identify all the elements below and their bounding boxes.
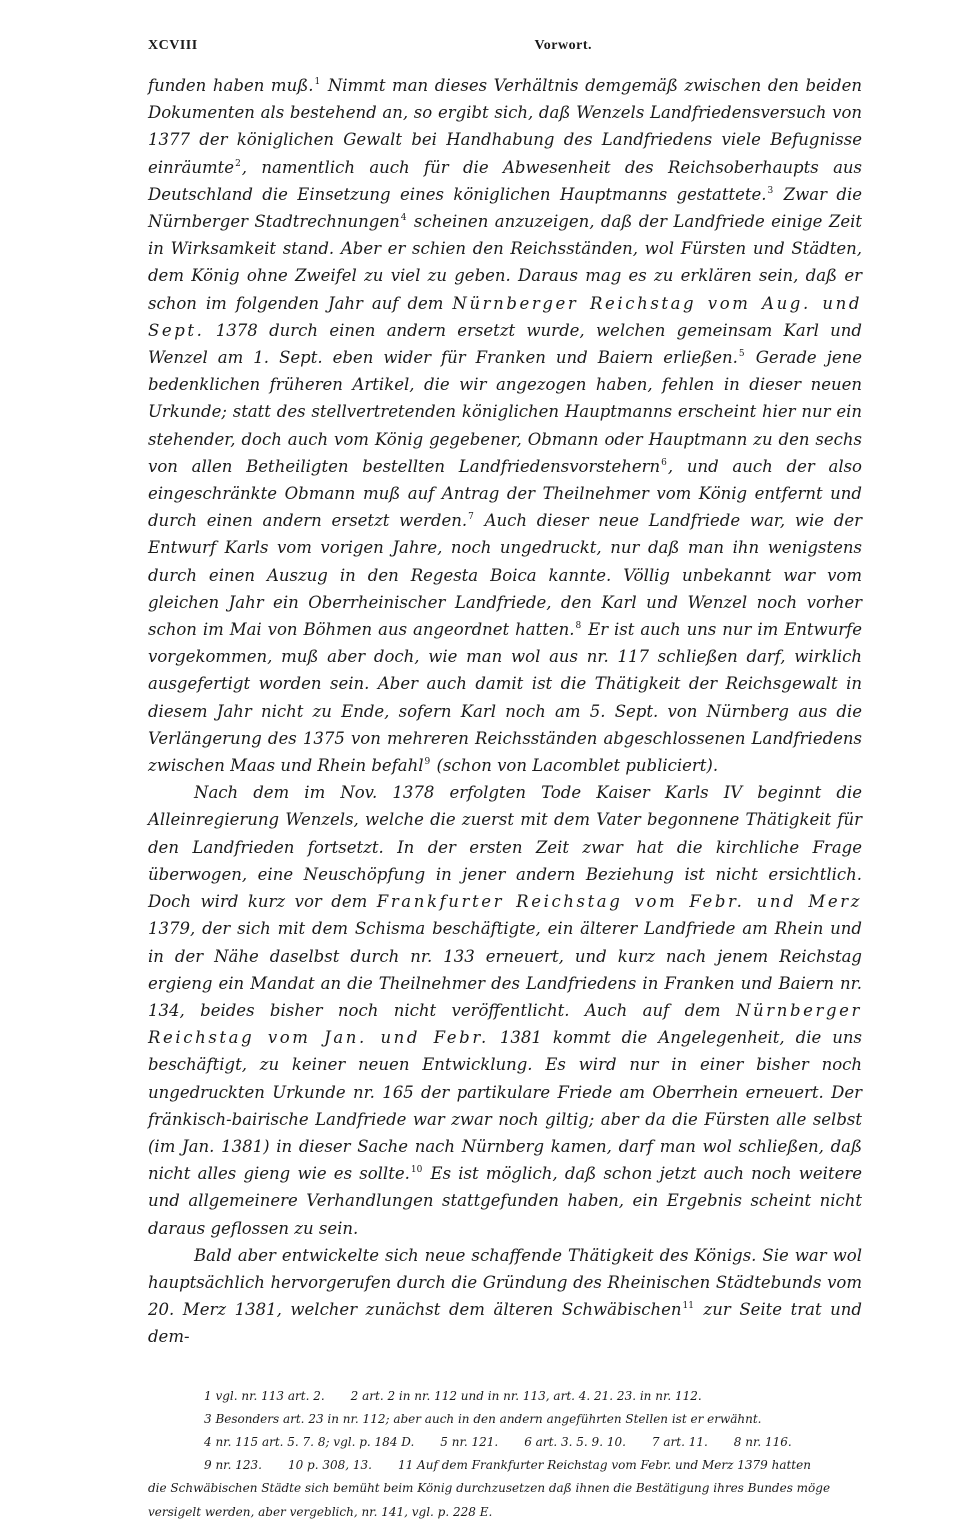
footnote: 8 nr. 116. [733, 1434, 792, 1449]
text-run: Gerade jene bedenklichen früheren Artikel, die wir angezogen haben, fehlen in dieser neuen Urkunde; statt des stellvertretenden königlichen Hauptmanns erscheint hier nur ein stehender, doch auch vom König gegebener, Obmann oder Hauptmann zu den sechs von allen Betheiligten bestellten Landfriedensvorstehern [148, 348, 862, 476]
footnote: 7 art. 11. [651, 1434, 708, 1449]
text-run: , namentlich auch für die Abwesenheit des Reichsoberhaupts aus Deutschland die Einsetzung eines königlichen Hauptmanns gestattete. [148, 157, 862, 204]
running-header [148, 38, 862, 54]
footnote-line [148, 1431, 862, 1454]
footnote: 10 p. 308, 13. [287, 1458, 372, 1473]
text-run: Nach dem im Nov. 1378 erfolgten Tode Kaiser Karls IV beginnt die Alleinregierung Wenzels, welche die zuerst mit dem Vater begonnene Thätigkeit für den Landfrieden fortsetzt. In der ersten Zeit zwar hat die kirchliche Frage überwogen, eine Neuschöpfung in jener andern Beziehung ist nicht ersichtlich. Doch wird kurz vor dem [148, 783, 862, 912]
text-run: Nimmt man dieses Verhältnis demgemäß zwischen den beiden Dokumenten als bestehend an, so ergibt sich, daß Wenzels Landfriedensversuch von 1377 der königlichen Gewalt bei Handhabung des Landfriedens viele Befugnisse einräumte [148, 76, 862, 177]
footnote-ref: 6 [661, 457, 667, 468]
section-title: Vorwort. [534, 38, 592, 53]
footnote: 9 nr. 123. [204, 1458, 262, 1473]
footnote: 1 vgl. nr. 113 art. 2. [204, 1388, 325, 1403]
text-run: , und auch der also eingeschränkte Obmann muß auf Antrag der Theilnehmer vom König entfernt und durch einen andern ersetzt werden. [148, 456, 862, 531]
text-run: Auch dieser neue Landfriede war, wie der Entwurf Karls vom vorigen Jahre, noch ungedruckt, nur daß man ihn wenigstens durch einen Auszug in den Regesta Boica kannte. Völlig unbekannt war vom gleichen Jahr ein Oberrheinischer Landfriede, den Karl und Wenzel noch vorher schon im Mai von Böhmen aus angeordnet hatten. [148, 511, 862, 640]
text-run: 1379, der sich mit dem Schisma beschäftigte, ein älterer Landfriede am Rhein und in der Nähe daselbst durch nr. 133 erneuert, und kurz nach jenem Reichstag ergieng ein Mandat an die Theilnehmer des Landfriedens in Franken und Baiern nr. 134, beides bisher noch nicht veröffentlicht. Auch auf dem [148, 919, 862, 1020]
text-run: zur Seite trat und dem- [148, 1300, 862, 1347]
footnote-ref: 8 [575, 621, 582, 632]
paragraph [148, 1242, 862, 1351]
footnote-ref: 7 [468, 512, 474, 523]
spaced-text: Frankfurter Reichstag vom Febr. und Merz [376, 892, 862, 912]
footnotes [148, 1385, 862, 1524]
spaced-text: Nürnberger Reichstag vom Aug. und Sept. [148, 293, 863, 340]
text-run: Er ist auch uns nur im Entwurfe vorgekommen, muß aber doch, wie man wol aus nr. 117 schließen darf, wirklich ausgefertigt worden sein. Aber auch damit ist die Thätigkeit der Reichsgewalt in diesem Jahr nicht zu Ende, sofern Karl noch am 5. Sept. von Nürnberg aus die Verlängerung des 1375 von mehreren Reichsständen abgeschlossenen Landfriedens zwischen Maas und Rhein befahl [148, 620, 863, 776]
book-page [148, 38, 862, 1524]
footnote-ref: 9 [424, 757, 431, 768]
footnote-ref: 1 [314, 77, 321, 87]
text-run: Zwar die Nürnberger Stadtrechnungen [148, 184, 863, 232]
footnote-ref: 10 [410, 1165, 423, 1176]
text-run: 1378 durch einen andern ersetzt wurde, welchen gemeinsam Karl und Wenzel am 1. Sept. eben wider für Franken und Baiern erließen. [148, 320, 862, 368]
footnote-ref: 2 [235, 158, 241, 169]
body-text [148, 72, 862, 1351]
paragraph [148, 72, 862, 779]
footnote-continuation: versigelt werden, aber vergeblich, nr. 141, vgl. p. 228 E. [148, 1504, 493, 1519]
footnote-ref: 5 [738, 349, 745, 360]
spaced-text: Nürnberger Reichstag vom Jan. und Febr. [148, 1000, 862, 1048]
footnote: 11 Auf dem Frankfurter Reichstag vom Febr. und Merz 1379 hatten [397, 1458, 811, 1473]
footnote: 6 art. 3. 5. 9. 10. [524, 1434, 626, 1449]
footnote-line [148, 1385, 862, 1408]
footnote: 3 Besonders art. 23 in nr. 112; aber auch in den andern angeführten Stellen ist er erwähnt. [204, 1411, 762, 1426]
footnote: 2 art. 2 in nr. 112 und in nr. 113, art. 4. 21. 23. in nr. 112. [350, 1388, 702, 1403]
footnote-ref: 3 [767, 185, 774, 196]
footnote-line [148, 1408, 862, 1431]
footnote-continuation: die Schwäbischen Städte sich bemüht beim König durchzusetzen daß ihnen die Bestätigung ihres Bundes möge [148, 1481, 831, 1496]
text-run: scheinen anzuzeigen, daß der Landfriede einige Zeit in Wirksamkeit stand. Aber er schien den Reichsständen, wol Fürsten und Städten, dem König ohne Zweifel zu viel zu geben. Daraus mag es zu erklären sein, daß er schon im folgenden Jahr auf dem [148, 212, 863, 313]
footnote-line [148, 1454, 862, 1477]
page-number: XCVIII [148, 38, 198, 53]
text-run: funden haben muß. [148, 76, 314, 95]
text-run: Es ist möglich, daß schon jetzt auch noch weitere und allgemeinere Verhandlungen stattgefunden haben, ein Ergebnis scheint nicht daraus geflossen zu sein. [148, 1164, 862, 1238]
paragraph [148, 779, 862, 1241]
footnote-ref: 11 [682, 1301, 694, 1312]
footnote: 4 nr. 115 art. 5. 7. 8; vgl. p. 184 D. [204, 1434, 415, 1449]
text-run: 1381 kommt die Angelegenheit, die uns beschäftigt, zu keiner neuen Entwicklung. Es wird nur in einer bisher noch ungedruckten Urkunde nr. 165 der partikulare Friede am Oberrhein erneuert. Der fränkisch-bairische Landfriede war zwar noch giltig; aber da die Fürsten alle selbst (im Jan. 1381) in dieser Sache nach Nürnberg kamen, darf man wol schließen, daß nicht alles gieng wie es sollte. [148, 1028, 862, 1184]
text-run: (schon von Lacomblet publiciert). [431, 756, 719, 776]
text-run: Bald aber entwickelte sich neue schaffende Thätigkeit des Königs. Sie war wol hauptsächlich hervorgerufen durch die Gründung des Rheinischen Städtebunds vom 20. Merz 1381, welcher zunächst dem älteren Schwäbischen [148, 1245, 862, 1320]
footnote-ref: 4 [400, 213, 407, 224]
footnote: 5 nr. 121. [440, 1434, 499, 1449]
